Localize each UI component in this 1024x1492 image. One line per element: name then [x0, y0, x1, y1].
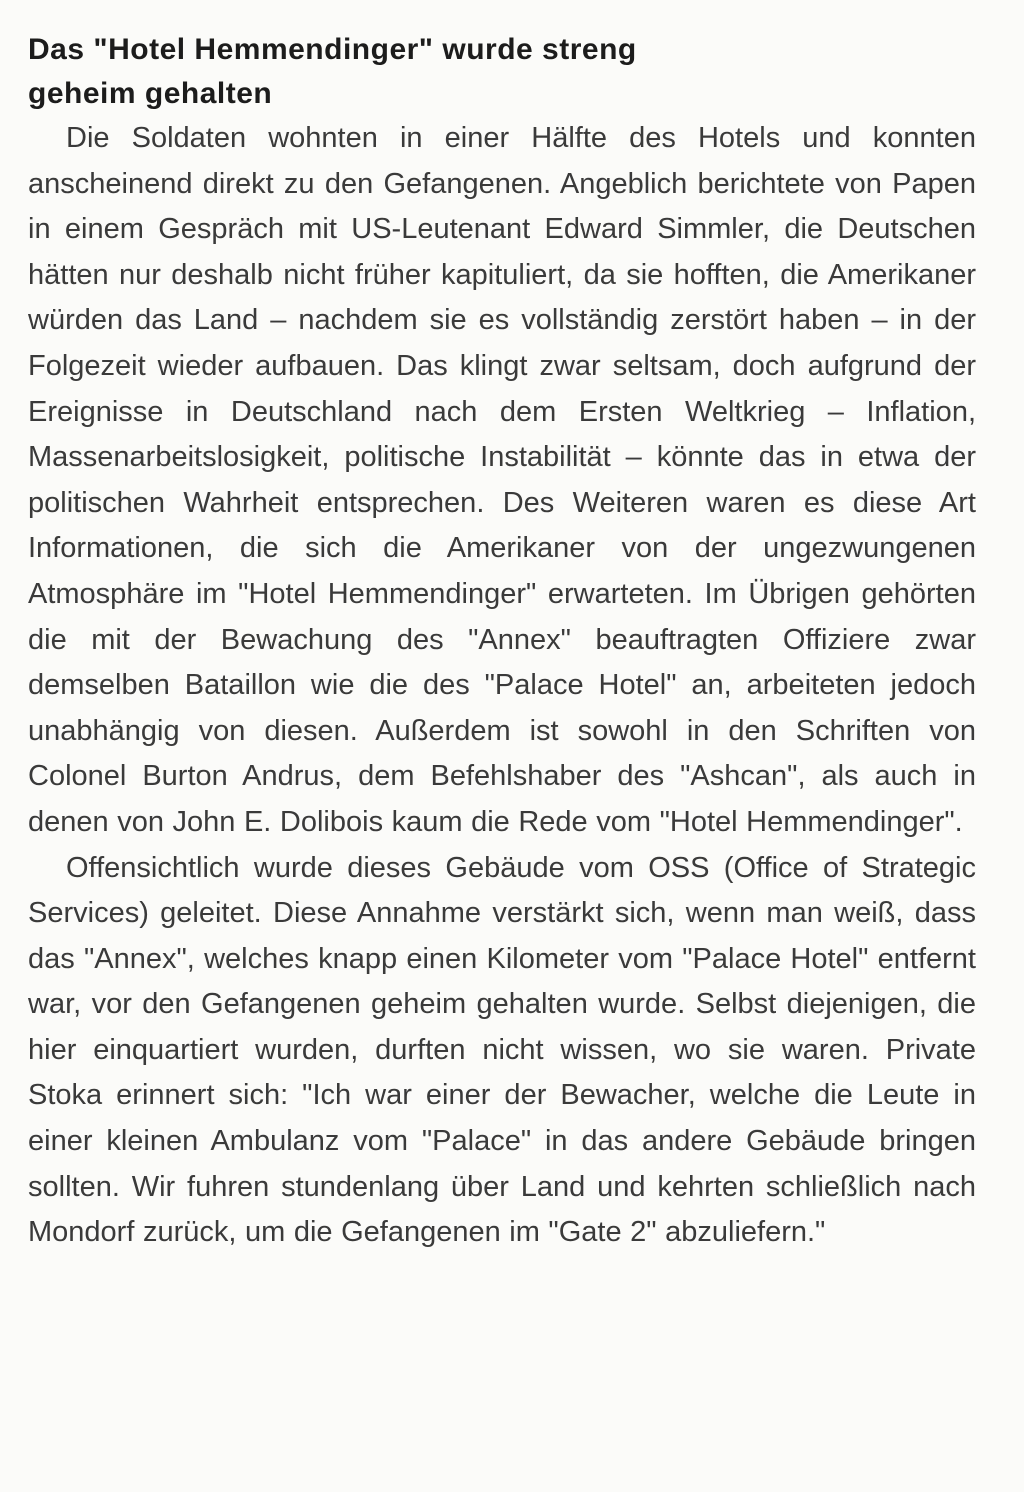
article-paragraph-1: Die Soldaten wohnten in einer Hälfte des Hotels und konnten anscheinend direkt zu den Gefangenen. Angeblich berichtete von Papen in einem Gespräch mit US-Leutenant Edward Simmler, die Deutschen hätten nur deshalb nicht früher kapituliert, da sie hofften, die Amerikaner würden das Land – nachdem sie es vollständig zerstört haben – in der Folgezeit wieder aufbauen. Das klingt zwar seltsam, doch aufgrund der Ereignisse in Deutschland nach dem Ersten Weltkrieg – Inflation, Massenarbeitslosigkeit, politische Instabilität – könnte das in etwa der politischen Wahrheit entsprechen. Des Weiteren waren es diese Art Informationen, die sich die Amerikaner von der ungezwungenen Atmosphäre im "Hotel Hemmendinger" erwarteten. Im Übrigen gehörten die mit der Bewachung des "Annex" beauftragten Offiziere zwar demselben Bataillon wie die des "Palace Hotel" an, arbeiteten jedoch unabhängig von diesen. Außerdem ist sowohl in den Schriften von Colonel Burton Andrus, dem Befehlshaber des "Ashcan", als auch in denen von John E. Dolibois kaum die Rede vom "Hotel Hemmendinger". [28, 122, 976, 838]
article-heading: Das "Hotel Hemmendinger" wurde streng geheim gehalten [28, 33, 637, 110]
article-paragraph-2: Offensichtlich wurde dieses Gebäude vom OSS (Office of Strategic Services) geleitet. Diese Annahme verstärkt sich, wenn man weiß, dass das "Annex", welches knapp einen Kilometer vom "Palace Hotel" entfernt war, vor den Gefangenen geheim gehalten wurde. Selbst diejenigen, die hier einquartiert wurden, durften nicht wissen, wo sie waren. Private Stoka erinnert sich: "Ich war einer der Bewacher, welche die Leute in einer kleinen Ambulanz vom "Palace" in das andere Gebäude bringen sollten. Wir fuhren stundenlang über Land und kehrten schließlich nach Mondorf zurück, um die Gefangenen im "Gate 2" abzuliefern." [28, 851, 976, 1249]
document-page [28, 28, 976, 1468]
